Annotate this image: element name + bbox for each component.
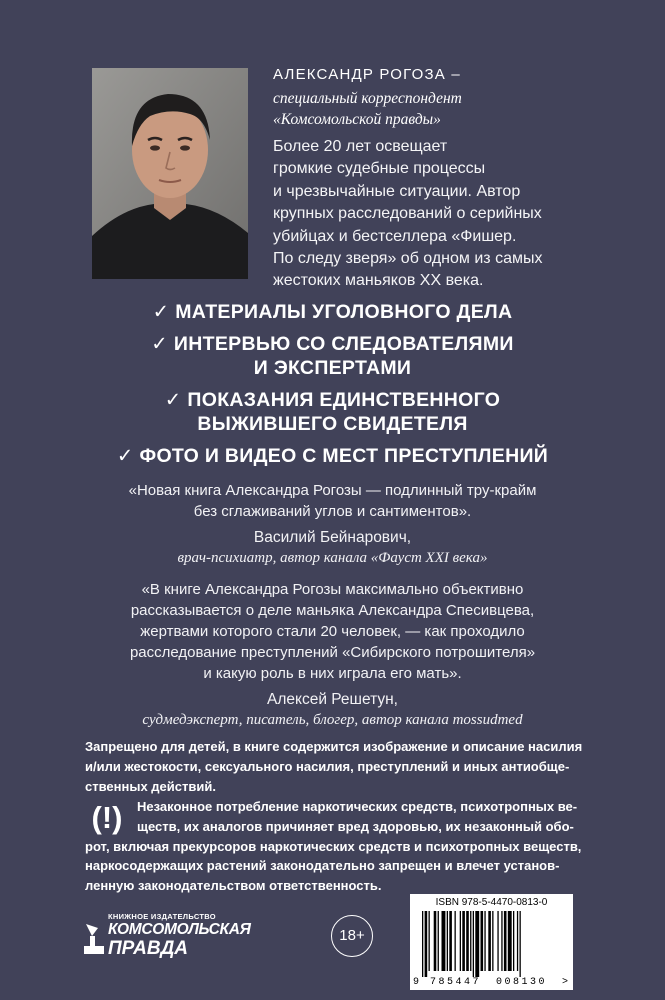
barcode-bar <box>475 911 479 977</box>
age-rating-badge: 18+ <box>331 915 373 957</box>
barcode-digits-right: 008130 <box>496 977 548 988</box>
feature-item <box>0 388 665 436</box>
barcode-bar <box>470 911 471 971</box>
barcode-bar <box>422 911 423 977</box>
drug-warning-line: ществ, их аналогов причиняет вред здоровью, их незаконный обо- <box>137 818 574 834</box>
author-name: АЛЕКСАНДР РОГОЗА – <box>273 66 461 83</box>
barcode-bar <box>517 911 518 971</box>
feature-item <box>0 444 665 468</box>
barcode-bar <box>488 911 491 971</box>
barcode-bar <box>513 911 514 971</box>
publisher-bottom-text: ПРАВДА <box>108 938 189 959</box>
barcode-bar <box>520 911 521 977</box>
barcode-bar <box>449 911 452 971</box>
barcode-bar <box>504 911 507 971</box>
quote-line: «В книге Александра Рогозы максимально объективно <box>141 581 524 598</box>
barcode-bar <box>438 911 439 971</box>
feature-text: ИНТЕРВЬЮ СО СЛЕДОВАТЕЛЯМИ <box>173 333 514 355</box>
quote-author: Василий Бейнарович, <box>253 529 412 546</box>
author-photo <box>92 68 248 279</box>
barcode-bar <box>442 911 446 971</box>
barcode-digits-left: 785447 <box>430 977 482 988</box>
feature-item <box>0 300 665 324</box>
feature-text: ПОКАЗАНИЯ ЕДИНСТВЕННОГО <box>187 389 501 411</box>
check-icon: ✓ <box>164 389 182 411</box>
feature-text: ФОТО И ВИДЕО С МЕСТ ПРЕСТУПЛЕНИЙ <box>139 445 549 467</box>
bio-line: громкие судебные процессы <box>273 160 486 178</box>
drug-warning-line: наркосодержащих растений законодательно запрещен и влечет установ- <box>85 858 560 874</box>
barcode-bar <box>508 911 512 971</box>
publisher-mid-text: КОМСОМОЛЬСКАЯ <box>108 921 251 938</box>
drug-warning-line: Незаконное потребление наркотических средств, психотропных ве- <box>137 799 578 814</box>
quote-line: расследование преступлений «Сибирского потрошителя» <box>129 644 536 661</box>
author-bio <box>273 136 573 293</box>
content-warning <box>85 737 585 796</box>
publisher-logo <box>82 912 262 962</box>
publisher-emblem-icon <box>82 918 106 958</box>
quote-line: рассказывается о деле маньяка Александра Спесивцева, <box>130 602 535 619</box>
drug-warning-line: рот, включая прекурсоров наркотических средств и психотропных веществ, <box>85 838 582 854</box>
quote-line: без сглаживаний углов и сантиментов». <box>193 503 472 520</box>
quote-author: Алексей Решетун, <box>266 691 398 708</box>
quote-line: «Новая книга Александра Рогозы — подлинный тру-крайм <box>128 482 537 499</box>
check-icon: ✓ <box>151 333 168 355</box>
isbn-barcode <box>410 894 573 990</box>
exclamation-icon-text: (!) <box>91 800 123 835</box>
review-quote <box>0 480 665 569</box>
barcode-bar <box>484 911 485 971</box>
isbn-text: ISBN 978-5-4470-0813-0 <box>435 897 548 908</box>
barcode-bar <box>455 911 456 971</box>
barcode-bar <box>497 911 498 971</box>
bio-line: убийцах и бестселлера «Фишер. <box>273 227 517 245</box>
barcode-bar <box>447 911 448 971</box>
check-icon: ✓ <box>152 301 170 323</box>
author-role-line: специальный корреспондент <box>273 90 462 107</box>
warning-line: ственных действий. <box>85 778 216 794</box>
barcode-digit-first: 9 <box>413 977 420 988</box>
bio-line: Более 20 лет освещает <box>273 138 448 155</box>
barcode-bar <box>492 911 493 971</box>
feature-text: И ЭКСПЕРТАМИ <box>253 357 412 379</box>
barcode-bar <box>481 911 484 971</box>
feature-text: МАТЕРИАЛЫ УГОЛОВНОГО ДЕЛА <box>175 301 513 323</box>
quote-line: жертвами которого стали 20 человек, — как проходило <box>140 623 525 640</box>
barcode-bar <box>501 911 502 971</box>
barcode-bar <box>425 911 428 977</box>
review-quote <box>0 579 665 731</box>
quote-author-role: врач-психиатр, автор канала «Фауст XXI века» <box>177 550 488 566</box>
barcode-bar <box>462 911 465 971</box>
bio-line: жестоких маньяков XX века. <box>273 272 484 290</box>
bio-line: и чрезвычайные ситуации. Автор <box>273 182 521 200</box>
author-role-line: «Комсомольской правды» <box>273 111 441 128</box>
feature-text: ВЫЖИВШЕГО СВИДЕТЕЛЯ <box>197 413 468 435</box>
barcode-bar <box>473 911 474 977</box>
check-icon: ✓ <box>116 445 134 467</box>
barcode-arrow: > <box>562 977 569 988</box>
barcode-icon <box>420 911 563 977</box>
warning-line: и/или жестокости, сексуального насилия, преступлений и иных антиобще- <box>85 758 570 774</box>
author-role <box>273 88 462 130</box>
bio-line: крупных расследований о серийных <box>273 205 542 223</box>
bio-line: По следу зверя» об одном из самых <box>273 250 543 268</box>
quote-line: и какую роль в них играла его мать». <box>203 665 462 682</box>
feature-list <box>0 300 665 476</box>
publisher-top-text: КНИЖНОЕ ИЗДАТЕЛЬСТВО <box>108 912 216 921</box>
drug-warning-line: ленную законодательством ответственность. <box>85 878 382 894</box>
barcode-bar <box>466 911 469 971</box>
feature-item <box>0 332 665 380</box>
warning-line: Запрещено для детей, в книге содержится изображение и описание насилия <box>85 739 583 754</box>
barcode-bar <box>429 911 430 971</box>
barcode-bar <box>434 911 437 971</box>
drug-warning <box>85 797 585 896</box>
barcode-bar <box>460 911 461 971</box>
quote-author-role: судмедэксперт, писатель, блогер, автор канала mossudmed <box>142 712 523 728</box>
